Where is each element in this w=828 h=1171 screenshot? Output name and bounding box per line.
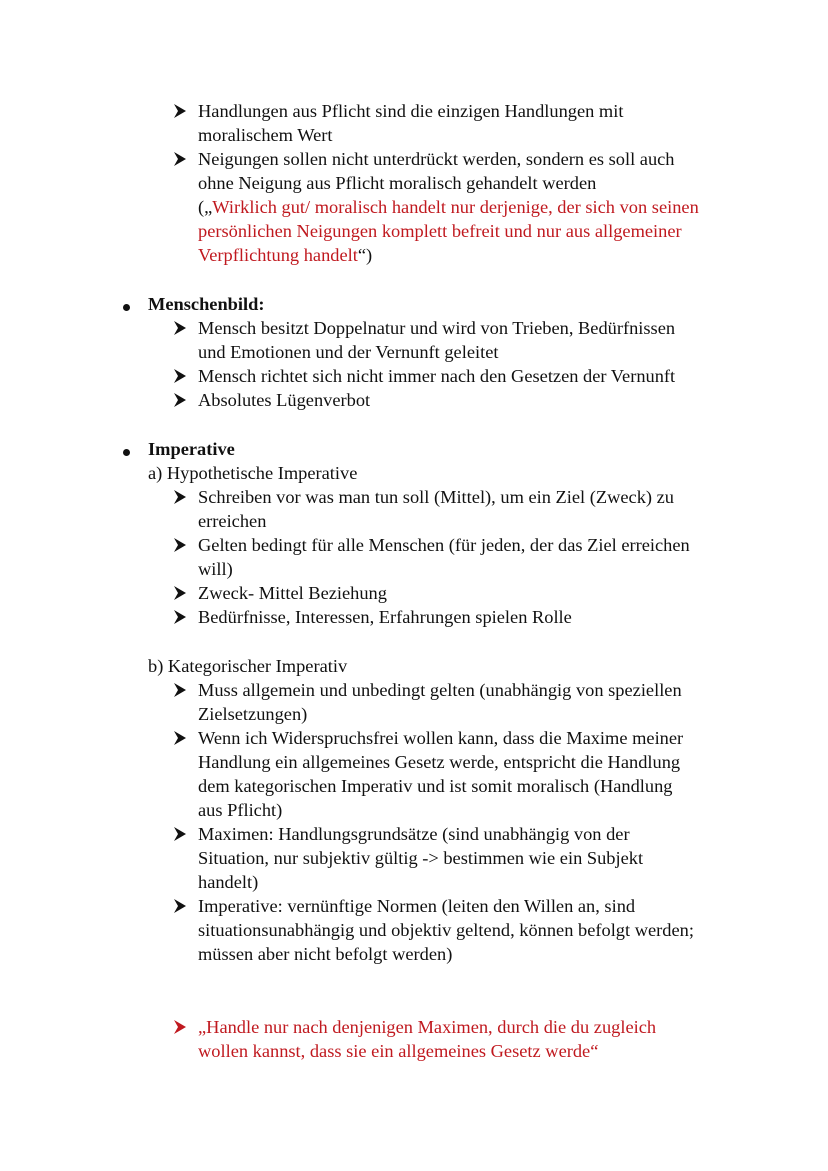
arrowhead-bullet-icon (172, 898, 188, 914)
arrowhead-bullet-icon (172, 103, 188, 119)
quote-text-1: Wirklich gut/ moralisch handelt nur derjenige, der sich von seinen (212, 197, 699, 217)
kat-item-2-line-4: aus Pflicht) (198, 800, 283, 820)
kat-item-4-line-1: Imperative: vernünftige Normen (leiten den Willen an, sind (198, 896, 636, 916)
intro-item-1-line-1: Handlungen aus Pflicht sind die einzigen Handlungen mit (198, 101, 624, 121)
menschenbild-heading: Menschenbild: (148, 294, 265, 314)
arrowhead-bullet-icon (172, 320, 188, 336)
menschenbild-item-2: Mensch richtet sich nicht immer nach den Gesetzen der Vernunft (198, 366, 676, 386)
kat-item-2-line-1: Wenn ich Widerspruchsfrei wollen kann, dass die Maxime meiner (198, 728, 684, 748)
kat-item-4-line-3: müssen aber nicht befolgt werden) (198, 944, 453, 964)
quote-open: („ (198, 197, 213, 217)
bullet-dot-icon (123, 304, 130, 311)
quote-line-2: persönlichen Neigungen komplett befreit und nur aus allgemeiner (198, 221, 682, 241)
quote-line-1 (198, 195, 699, 219)
arrowhead-bullet-icon (172, 392, 188, 408)
kat-item-3-line-1: Maximen: Handlungsgrundsätze (sind unabhängig von der (198, 824, 630, 844)
hypo-item-1-line-1: Schreiben vor was man tun soll (Mittel), um ein Ziel (Zweck) zu (198, 487, 674, 507)
kat-item-3-line-2: Situation, nur subjektiv gültig -> bestimmen wie ein Subjekt (198, 848, 644, 868)
hypo-item-1-line-2: erreichen (198, 511, 267, 531)
intro-item-2-line-2: ohne Neigung aus Pflicht moralisch gehandelt werden (198, 173, 597, 193)
imperative-heading: Imperative (148, 439, 235, 459)
menschenbild-item-1-line-1: Mensch besitzt Doppelnatur und wird von Trieben, Bedürfnissen (198, 318, 676, 338)
arrowhead-bullet-icon (172, 730, 188, 746)
kat-item-1-line-2: Zielsetzungen) (198, 704, 308, 724)
quote-text-3: Verpflichtung handelt (198, 245, 358, 265)
intro-item-2-line-1: Neigungen sollen nicht unterdrückt werden, sondern es soll auch (198, 149, 675, 169)
arrowhead-bullet-icon (172, 368, 188, 384)
kat-item-2-line-3: dem kategorischen Imperativ und ist somit moralisch (Handlung (198, 776, 673, 796)
arrowhead-bullet-icon (172, 609, 188, 625)
kat-item-3-line-3: handelt) (198, 872, 259, 892)
hypo-item-2-line-2: will) (198, 559, 233, 579)
formula-line-1: „Handle nur nach denjenigen Maximen, durch die du zugleich (198, 1017, 657, 1037)
hypo-item-2-line-1: Gelten bedingt für alle Menschen (für jeden, der das Ziel erreichen (198, 535, 690, 555)
quote-line-3 (198, 243, 372, 267)
kat-item-4-line-2: situationsunabhängig und objektiv geltend, können befolgt werden; (198, 920, 694, 940)
arrowhead-bullet-icon (172, 585, 188, 601)
hypo-item-3: Zweck- Mittel Beziehung (198, 583, 387, 603)
arrowhead-bullet-icon (172, 682, 188, 698)
kat-item-2-line-2: Handlung ein allgemeines Gesetz werde, entspricht die Handlung (198, 752, 681, 772)
hypo-item-4: Bedürfnisse, Interessen, Erfahrungen spielen Rolle (198, 607, 572, 627)
hypothetisch-label: a) Hypothetische Imperative (148, 463, 358, 483)
formula-line-2: wollen kannst, dass sie ein allgemeines Gesetz werde“ (198, 1041, 599, 1061)
arrowhead-bullet-icon (172, 489, 188, 505)
arrowhead-bullet-icon (172, 151, 188, 167)
bullet-dot-icon (123, 449, 130, 456)
quote-close: “) (357, 245, 373, 265)
arrowhead-bullet-icon (172, 826, 188, 842)
menschenbild-item-3: Absolutes Lügenverbot (198, 390, 371, 410)
kat-item-1-line-1: Muss allgemein und unbedingt gelten (unabhängig von speziellen (198, 680, 682, 700)
menschenbild-item-1-line-2: und Emotionen und der Vernunft geleitet (198, 342, 499, 362)
intro-item-1-line-2: moralischem Wert (198, 125, 333, 145)
arrowhead-bullet-icon (172, 1019, 188, 1035)
arrowhead-bullet-icon (172, 537, 188, 553)
kategorisch-label: b) Kategorischer Imperativ (148, 656, 348, 676)
